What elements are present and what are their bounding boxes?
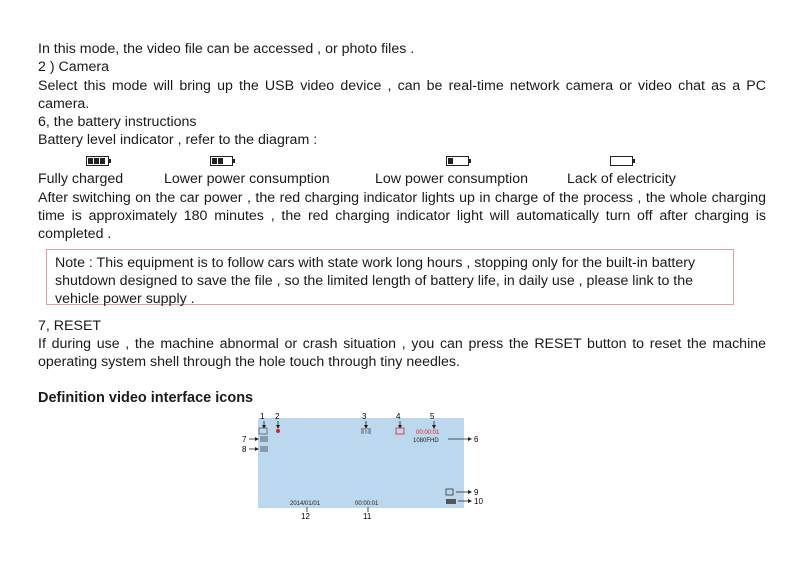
label-12: 12 [301, 512, 310, 521]
label-7: 7 [242, 435, 247, 444]
section-camera: 2 ) Camera [38, 59, 109, 75]
label-4: 4 [396, 412, 401, 421]
diagram-heading: Definition video interface icons [38, 390, 254, 406]
clock-text: 00:00:01 [355, 501, 379, 507]
label-5: 5 [430, 412, 435, 421]
exposure-icon [260, 436, 268, 442]
battery-lower-label: Lower power consumption [164, 171, 330, 187]
battery-status-icon [446, 499, 456, 504]
reset-description: If during use , the machine abnormal or crash situation , you can press the RESET button to reset the machine operating system shell through the hole touch through tiny needles. [38, 336, 766, 370]
battery-low-label: Low power consumption [375, 171, 528, 187]
text-line-mode: In this mode, the video file can be accessed , or photo files . [38, 41, 415, 57]
recording-dot-icon [276, 429, 280, 433]
battery-lack-label: Lack of electricity [567, 171, 676, 187]
loop-record-text: 12 [363, 429, 369, 436]
note-line-3: vehicle power supply . [55, 291, 195, 307]
label-8: 8 [242, 445, 247, 454]
section-reset: 7, RESET [38, 318, 102, 334]
label-10: 10 [474, 497, 483, 506]
label-2: 2 [275, 412, 280, 421]
section-battery: 6, the battery instructions [38, 114, 197, 130]
label-1: 1 [260, 412, 265, 421]
note-line-2: shutdown designed to save the file , so the limited length of battery life, in daily use , please link to the [55, 273, 694, 289]
record-time: 00:00:01 [416, 430, 440, 436]
label-9: 9 [474, 488, 479, 497]
date-text: 2014/01/01 [290, 501, 321, 507]
camera-description: Select this mode will bring up the USB video device , can be real-time network camera or video chat as a PC camera. [38, 78, 766, 112]
label-6: 6 [474, 435, 479, 444]
note-line-1: Note : This equipment is to follow cars with state work long hours , stopping only for the built-in battery [55, 255, 696, 271]
charging-description: After switching on the car power , the red charging indicator lights up in charge of the process , the whole charging time is approximately 180 minutes , the red charging indicator light will automatically turn off after charging is completed . [38, 190, 766, 242]
label-3: 3 [362, 412, 367, 421]
battery-indicator-intro: Battery level indicator , refer to the diagram : [38, 132, 318, 148]
resolution-text: 1080FHD [413, 438, 439, 444]
battery-full-label: Fully charged [38, 171, 124, 187]
label-11: 11 [363, 512, 372, 521]
white-balance-icon [260, 446, 268, 452]
